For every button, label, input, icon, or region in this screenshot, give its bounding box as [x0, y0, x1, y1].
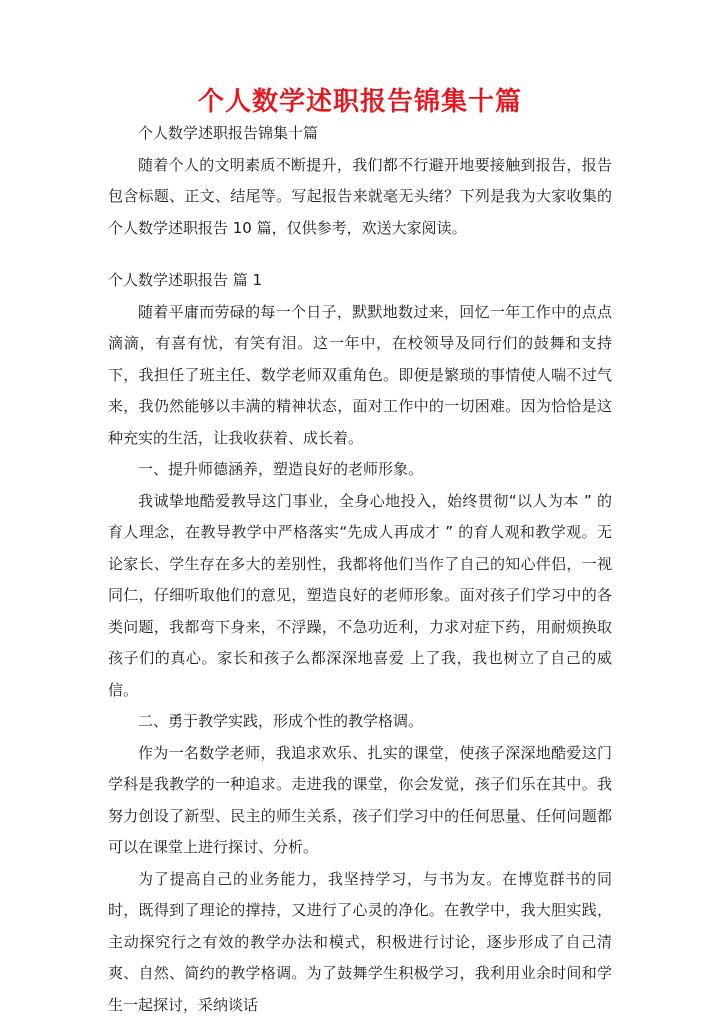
body-paragraph: 为了提高自己的业务能力，我坚持学习，与书为友。在博览群书的同时，既得到了理论的撑持，又进行了心灵的净化。在教学中，我大胆实践，主动探究行之有效的教学办法和模式，积极进行讨论，逐步形成了自己清爽、自然、简约的教学格调。为了鼓舞学生积极学习，我利用业余时间和学生一起探讨，采纳谈话: [108, 864, 612, 1021]
document-subtitle: 个人数学述职报告锦集十篇: [108, 118, 612, 150]
document-body: [108, 118, 612, 1021]
subheading-paragraph: 二、勇于教学实践，形成个性的教学格调。: [108, 706, 612, 738]
body-paragraph: 我诚挚地酷爱教导这门事业，全身心地投入，始终贯彻“以人为本 ” 的育人理念，在教导教学中严格落实“先成人再成才 ” 的育人观和教学观。无论家长、学生存在多大的差别性，我都将他们当作了自己的知心伴侣，一视同仁，仔细听取他们的意见，塑造良好的老师形象。面对孩子们学习中的各类问题，我都弯下身来，不浮躁，不急功近利，力求对症下药，用耐烦换取孩子们的真心。家长和孩子么都深深地喜爱 上了我，我也树立了自己的威信。: [108, 486, 612, 707]
paragraph-spacer: [108, 244, 612, 265]
section-heading: 个人数学述职报告 篇 1: [108, 265, 612, 297]
body-paragraph: 随着平庸而劳碌的每一个日子，默默地数过来，回忆一年工作中的点点滴滴，有喜有忧，有笑有泪。这一年中，在校领导及同行们的鼓舞和支持下，我担任了班主任、数学老师双重角色。即便是繁琐的事情使人喘不过气来，我仍然能够以丰满的精神状态，面对工作中的一切困难。因为恰恰是这种充实的生活，让我收获着、成长着。: [108, 297, 612, 455]
intro-paragraph: 随着个人的文明素质不断提升，我们都不行避开地要接触到报告，报告包含标题、正文、结尾等。写起报告来就毫无头绪？下列是我为大家收集的个人数学述职报告 10 篇，仅供参考，欢送大家阅读。: [108, 150, 612, 245]
body-paragraph: 作为一名数学老师，我追求欢乐、扎实的课堂，使孩子深深地酷爱这门学科是我教学的一种追求。走进我的课堂，你会发觉，孩子们乐在其中。我努力创设了新型、民主的师生关系，孩子们学习中的任何思量、任何问题都可以在课堂上进行探讨、分析。: [108, 738, 612, 864]
document-title: 个人数学述职报告锦集十篇: [0, 84, 720, 120]
subheading-paragraph: 一、提升师德涵养，塑造良好的老师形象。: [108, 454, 612, 486]
